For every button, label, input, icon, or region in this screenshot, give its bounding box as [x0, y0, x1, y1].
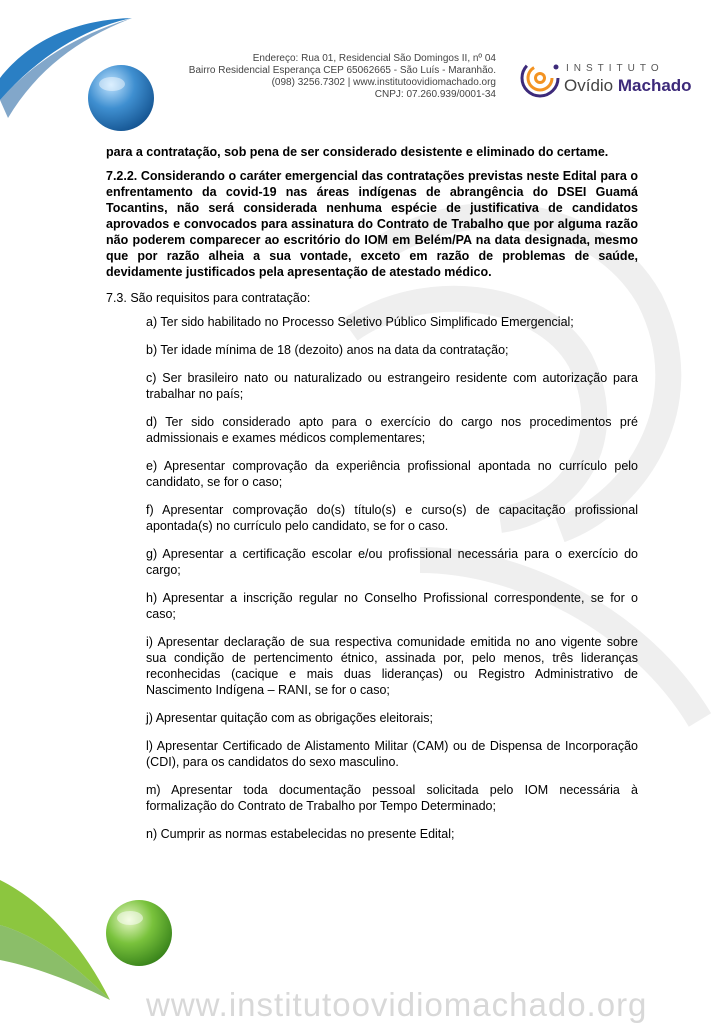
list-item: a) Ter sido habilitado no Processo Seletivo Público Simplificado Emergencial;: [146, 315, 574, 329]
logo-name-second: Machado: [617, 76, 692, 95]
paragraph-continuation: para a contratação, sob pena de ser considerado desistente e eliminado do certame.: [106, 145, 609, 159]
list-item: d) Ter sido considerado apto para o exercício do cargo nos procedimentos pré admissionais e exames médicos complementares;: [146, 415, 638, 445]
list-item: l) Apresentar Certificado de Alistamento Militar (CAM) ou de Dispensa de Incorporação (CDI), para os candidatos do sexo masculino.: [146, 739, 638, 769]
logo-mark-icon: [518, 55, 564, 101]
footer-green-swoosh: [0, 880, 110, 1000]
list-item: g) Apresentar a certificação escolar e/ou profissional necessária para o exercício do cargo;: [146, 547, 638, 577]
institute-logo: [518, 55, 698, 101]
footer-url: www.institutoovidiomachado.org: [146, 986, 648, 1023]
address-line: (098) 3256.7302 | www.institutoovidiomachado.org: [271, 77, 496, 88]
list-item: i) Apresentar declaração de sua respectiva comunidade emitida no ano vigente sobre sua condição de pertencimento étnico, assinada por, pelo menos, três lideranças reconhecidas (cacique e mais duas lideranças) ou Registro Administrativo de Nascimento Indígena – RANI, se for o caso;: [146, 635, 638, 697]
paragraph-7-3: 7.3. São requisitos para contratação:: [106, 291, 311, 305]
list-item: j) Apresentar quitação com as obrigações eleitorais;: [146, 711, 433, 725]
list-item: e) Apresentar comprovação da experiência profissional apontada no currículo pelo candidato, se for o caso;: [146, 459, 638, 489]
header-blue-swoosh: [0, 18, 132, 100]
header-address: [189, 53, 496, 101]
address-line: Endereço: Rua 01, Residencial São Domingos II, nº 04: [252, 53, 496, 64]
address-line: CNPJ: 07.260.939/0001-34: [374, 89, 496, 100]
logo-name-first: Ovídio: [564, 76, 614, 95]
list-item: n) Cumprir as normas estabelecidas no presente Edital;: [146, 827, 455, 841]
address-line: Bairro Residencial Esperança CEP 65062665 - São Luís - Maranhão.: [188, 65, 496, 76]
list-item: m) Apresentar toda documentação pessoal solicitada pelo IOM necessária à formalização do Contrato de Trabalho por Tempo Determinado;: [146, 783, 638, 813]
logo-top-text: INSTITUTO: [566, 63, 664, 74]
requirements-list: [106, 314, 638, 842]
footer-green-sphere: [106, 900, 172, 966]
list-item: b) Ter idade mínima de 18 (dezoito) anos na data da contratação;: [146, 343, 509, 357]
paragraph-7-2-2: 7.2.2. Considerando o caráter emergencial das contratações previstas neste Edital para o enfrentamento da covid-19 nas áreas indígenas de abrangência do DSEI Guamá Tocantins, não será considerada nenhuma espécie de justificativa de candidatos aprovados e convocados para assinatura do Contrato de Trabalho que por alguma razão não poderem comparecer ao escritório do IOM em Belém/PA na data designada, mesmo que por razão alheia a sua vontade, exceto em razão de problemas de saúde, devidamente justificados pela apresentação de atestado médico.: [106, 169, 638, 279]
header-blue-sphere: [88, 65, 154, 131]
list-item: f) Apresentar comprovação do(s) título(s) e curso(s) de capacitação profissional apontada(s) no currículo pelo candidato, se for o caso.: [146, 503, 638, 533]
list-item: h) Apresentar a inscrição regular no Conselho Profissional correspondente, se for o caso;: [146, 591, 638, 621]
logo-name: [564, 76, 692, 96]
list-item: c) Ser brasileiro nato ou naturalizado ou estrangeiro residente com autorização para trabalhar no país;: [146, 371, 638, 401]
document-body: [106, 144, 638, 854]
